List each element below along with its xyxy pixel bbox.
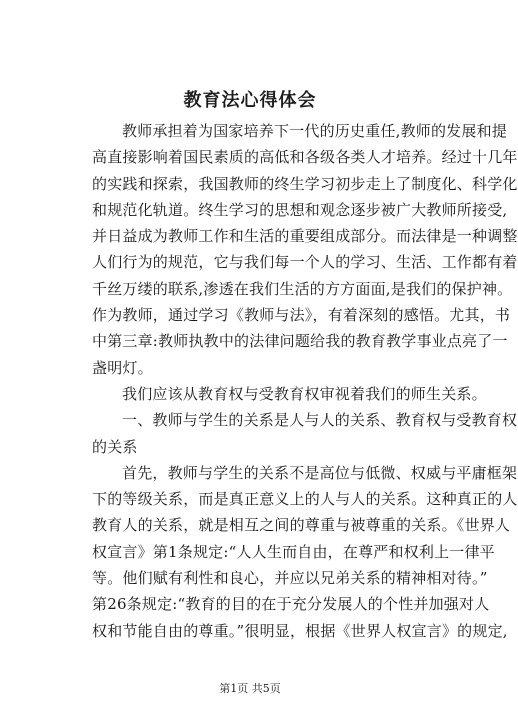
section-heading-line: 一、教师与学生的关系是人与人的关系、教育权与受教育权 — [122, 411, 518, 430]
body-line: 下的等级关系，而是真正意义上的人与人的关系。这种真正的人 — [92, 490, 518, 509]
body-line: 的实践和探索，我国教师的终生学习初步走上了制度化、科学化 — [92, 174, 518, 193]
body-line: 高直接影响着国民素质的高低和各级各类人才培养。经过十几年 — [92, 148, 518, 167]
body-line: 首先，教师与学生的关系不是高位与低微、权威与平庸框架 — [122, 463, 518, 482]
document-body — [92, 118, 518, 644]
body-line: 和规范化轨道。终生学习的思想和观念逐步被广大教师所接受, — [92, 200, 508, 219]
body-line: 第26条规定:“教育的目的在于充分发展人的个性并加强对人 — [92, 595, 490, 614]
body-line: 并日益成为教师工作和生活的重要组成部分。而法律是一种调整 — [92, 227, 518, 246]
body-line: 人们行为的规范，它与我们每一个人的学习、生活、工作都有着 — [92, 253, 518, 272]
body-line: 权和节能自由的尊重。”很明显，根据《世界人权宣言》的规定, — [92, 621, 508, 640]
body-line: 等。他们赋有利性和良心，并应以兄弟关系的精神相对待。” — [92, 569, 488, 588]
page-number: 第1页 共5页 — [219, 682, 281, 695]
body-line: 作为教师，通过学习《教师与法》，有着深刻的感悟。尤其，书 — [92, 306, 511, 325]
body-line: 教育人的关系，就是相互之间的尊重与被尊重的关系。《世界人 — [92, 516, 511, 535]
body-line: 盏明灯。 — [92, 358, 153, 377]
body-line: 我们应该从教育权与受教育权审视着我们的师生关系。 — [122, 384, 487, 403]
document-title: 教育法心得体会 — [183, 90, 317, 111]
section-heading-line: 的关系 — [92, 437, 138, 456]
body-line: 教师承担着为国家培养下一代的历史重任,教师的发展和提 — [122, 122, 507, 140]
body-line: 权宣言》第1条规定:“人人生而自由，在尊严和权利上一律平 — [92, 542, 495, 561]
body-line: 千丝万缕的联系,渗透在我们生活的方方面面,是我们的保护神。 — [92, 279, 513, 298]
body-line: 中第三章:教师执教中的法律问题给我的教育教学事业点亮了一 — [92, 332, 508, 351]
